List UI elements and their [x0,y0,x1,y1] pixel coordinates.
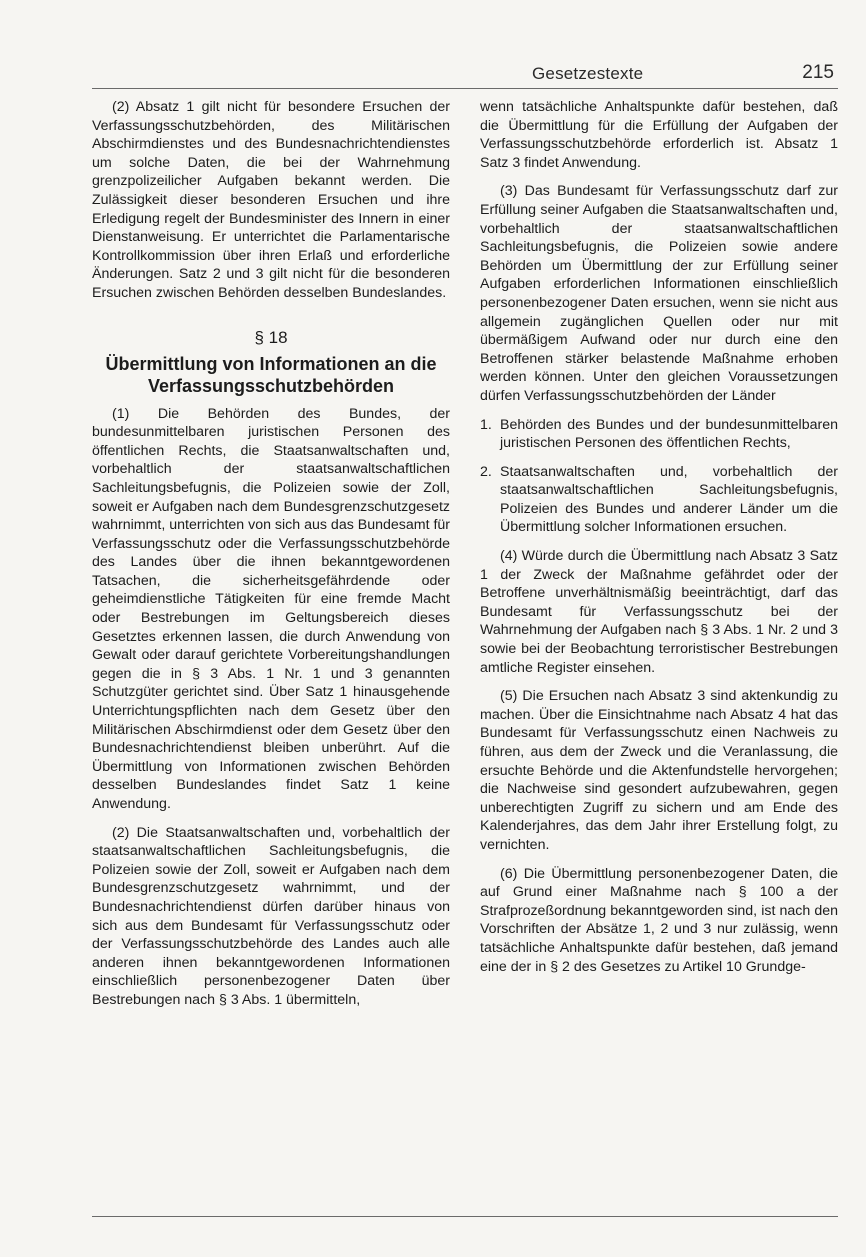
paragraph-6: (6) Die Übermittlung personenbezogener Daten, die auf Grund einer Maßnahme nach § 100 a der Strafprozeßordnung bekanntgeworden sind, ist nach den Vorschriften der Absätze 1, 2 und 3 nur zulässig, wenn tatsächliche Anhaltspunkte dafür bestehen, daß jemand eine der in § 2 des Gesetzes zu Artikel 10 Grundge- [480,865,838,975]
page-number: 215 [802,62,834,83]
list-item-number: 1. [480,416,492,433]
paragraph-3: (3) Das Bundesamt für Verfassungsschutz darf zur Erfüllung seiner Aufgaben die Staatsanwaltschaften und, vorbehaltlich der staatsanwaltschaftlichen Sachleitungsbefugnis, die Polizeien sowie andere Behörden um Übermittlung der zur Erfüllung seiner Aufgaben erforderlichen Informationen einschließlich personenbezogener Daten ersuchen, wenn sie nicht aus allgemein zugänglichen Quellen oder nur mit übermäßigem Aufwand oder nur durch eine den Betroffenen stärker belastende Maßnahme erhoben werden können. Unter den gleichen Voraussetzungen dürfen Verfassungsschutzbehörden der Länder [480,183,838,404]
paragraph-5: (5) Die Ersuchen nach Absatz 3 sind aktenkundig zu machen. Über die Einsichtnahme nach Absatz 4 hat das Bundesamt für Verfassungsschutz einen Nachweis zu führen, aus dem der Zweck und die Veranlassung, die ersuchte Behörde und die Aktenfundstelle hervorgehen; die Nachweise sind gesondert aufzubewahren, gegen unberechtigten Zugriff zu sichern und am Ende des Kalenderjahres, das dem Jahr ihrer Erstellung folgt, zu vernichten. [480,688,838,853]
header-rule [92,88,838,89]
list-item-number: 2. [480,463,492,480]
list-item-text: Behörden des Bundes und der bundesunmittelbaren juristischen Personen des öffentlichen Rechts, [500,416,838,452]
list-item [480,416,838,453]
paragraph-2: (2) Die Staatsanwaltschaften und, vorbehaltlich der staatsanwaltschaftlichen Sachleitungsbefugnis, die Polizeien sowie der Zoll, soweit er Aufgaben nach dem Bundesgrenzschutzgesetz wahrnimmt, und der Bundesnachrichtendienst dürfen darüber hinaus von sich aus dem Bundesamt für Verfassungsschutz oder der Verfassungsschutzbehörde des Landes auch alle anderen ihnen bekanntgewordenen Informationen einschließlich personenbezogener Daten über Bestrebungen nach § 3 Abs. 1 übermitteln, [92,824,450,1008]
paragraph-2-continued: wenn tatsächliche Anhaltspunkte dafür bestehen, daß die Übermittlung für die Erfüllung der Aufgaben der Verfassungsschutzbehörde erforderlich ist. Absatz 1 Satz 3 findet Anwendung. [480,99,838,171]
list-item [480,463,838,537]
paragraph-2-previous-section: (2) Absatz 1 gilt nicht für besondere Ersuchen der Verfassungsschutzbehörden, des Militärischen Abschirmdienstes und des Bundesnachrichtendienstes um solche Daten, die bei der Wahrnehmung grenzpolizeilicher Aufgaben bekannt werden. Die Zulässigkeit dieser besonderen Ersuchen und ihre Erledigung regelt der Bundesminister des Innern in einer Dienstanweisung. Er unterrichtet die Parlamentarische Kontrollkommission über ihren Erlaß und erforderliche Änderungen. Satz 2 und 3 gilt nicht für die besonderen Ersuchen zwischen Behörden desselben Bundeslandes. [92,99,450,301]
section-number: § 18 [254,327,288,347]
paragraph-4: (4) Würde durch die Übermittlung nach Absatz 3 Satz 1 der Zweck der Maßnahme gefährdet oder der Betroffene unverhältnismäßig beeinträchtigt, darf das Bundesamt für Verfassungsschutz bei der Wahrnehmung der Aufgaben nach § 3 Abs. 1 Nr. 2 und 3 sowie bei der Beobachtung terroristischer Bestrebungen amtliche Register einsehen. [480,548,838,676]
running-title: Gesetzestexte [532,64,644,83]
left-column [92,98,450,1020]
footer-rule [92,1216,838,1217]
section-heading [92,327,450,397]
list-item-text: Staatsanwaltschaften und, vorbehaltlich der staatsanwaltschaftlichen Sachleitungsbefugnis, Polizeien des Bundes und anderer Länder um die Übermittlung solcher Informationen ersuchen. [500,463,838,536]
section-title: Übermittlung von Informationen an die Verfassungsschutzbehörden [105,353,437,396]
enumeration-list [480,416,838,538]
right-column [480,98,838,986]
paragraph-1: (1) Die Behörden des Bundes, der bundesunmittelbaren juristischen Personen des öffentlichen Rechts, die Staatsanwaltschaften und, vorbehaltlich der staatsanwaltschaftlichen Sachleitungsbefugnis, die Polizeien sowie der Zoll, soweit er Aufgaben nach dem Bundesgrenzschutzgesetz wahrnimmt, unterrichten von sich aus das Bundesamt für Verfassungsschutz oder die Verfassungsschutzbehörde des Landes über die ihnen bekanntgewordenen Tatsachen, die sicherheitsgefährdende oder geheimdienstliche Tätigkeiten für eine fremde Macht oder Bestrebungen im Geltungsbereich dieses Gesetztes erkennen lassen, die durch Anwendung von Gewalt oder darauf gerichtete Vorbereitungshandlungen gegen die in § 3 Abs. 1 Nr. 1 und 3 genannten Schutzgüter gerichtet sind. Über Satz 1 hinausgehende Unterrichtungspflichten nach dem Gesetz über den Militärischen Abschirmdienst oder dem Gesetz über den Bundesnachrichtendienst bleiben unberührt. Auf die Übermittlung von Informationen zwischen Behörden desselben Bundeslandes findet Satz 1 keine Anwendung. [92,405,451,812]
page-header [470,60,840,90]
